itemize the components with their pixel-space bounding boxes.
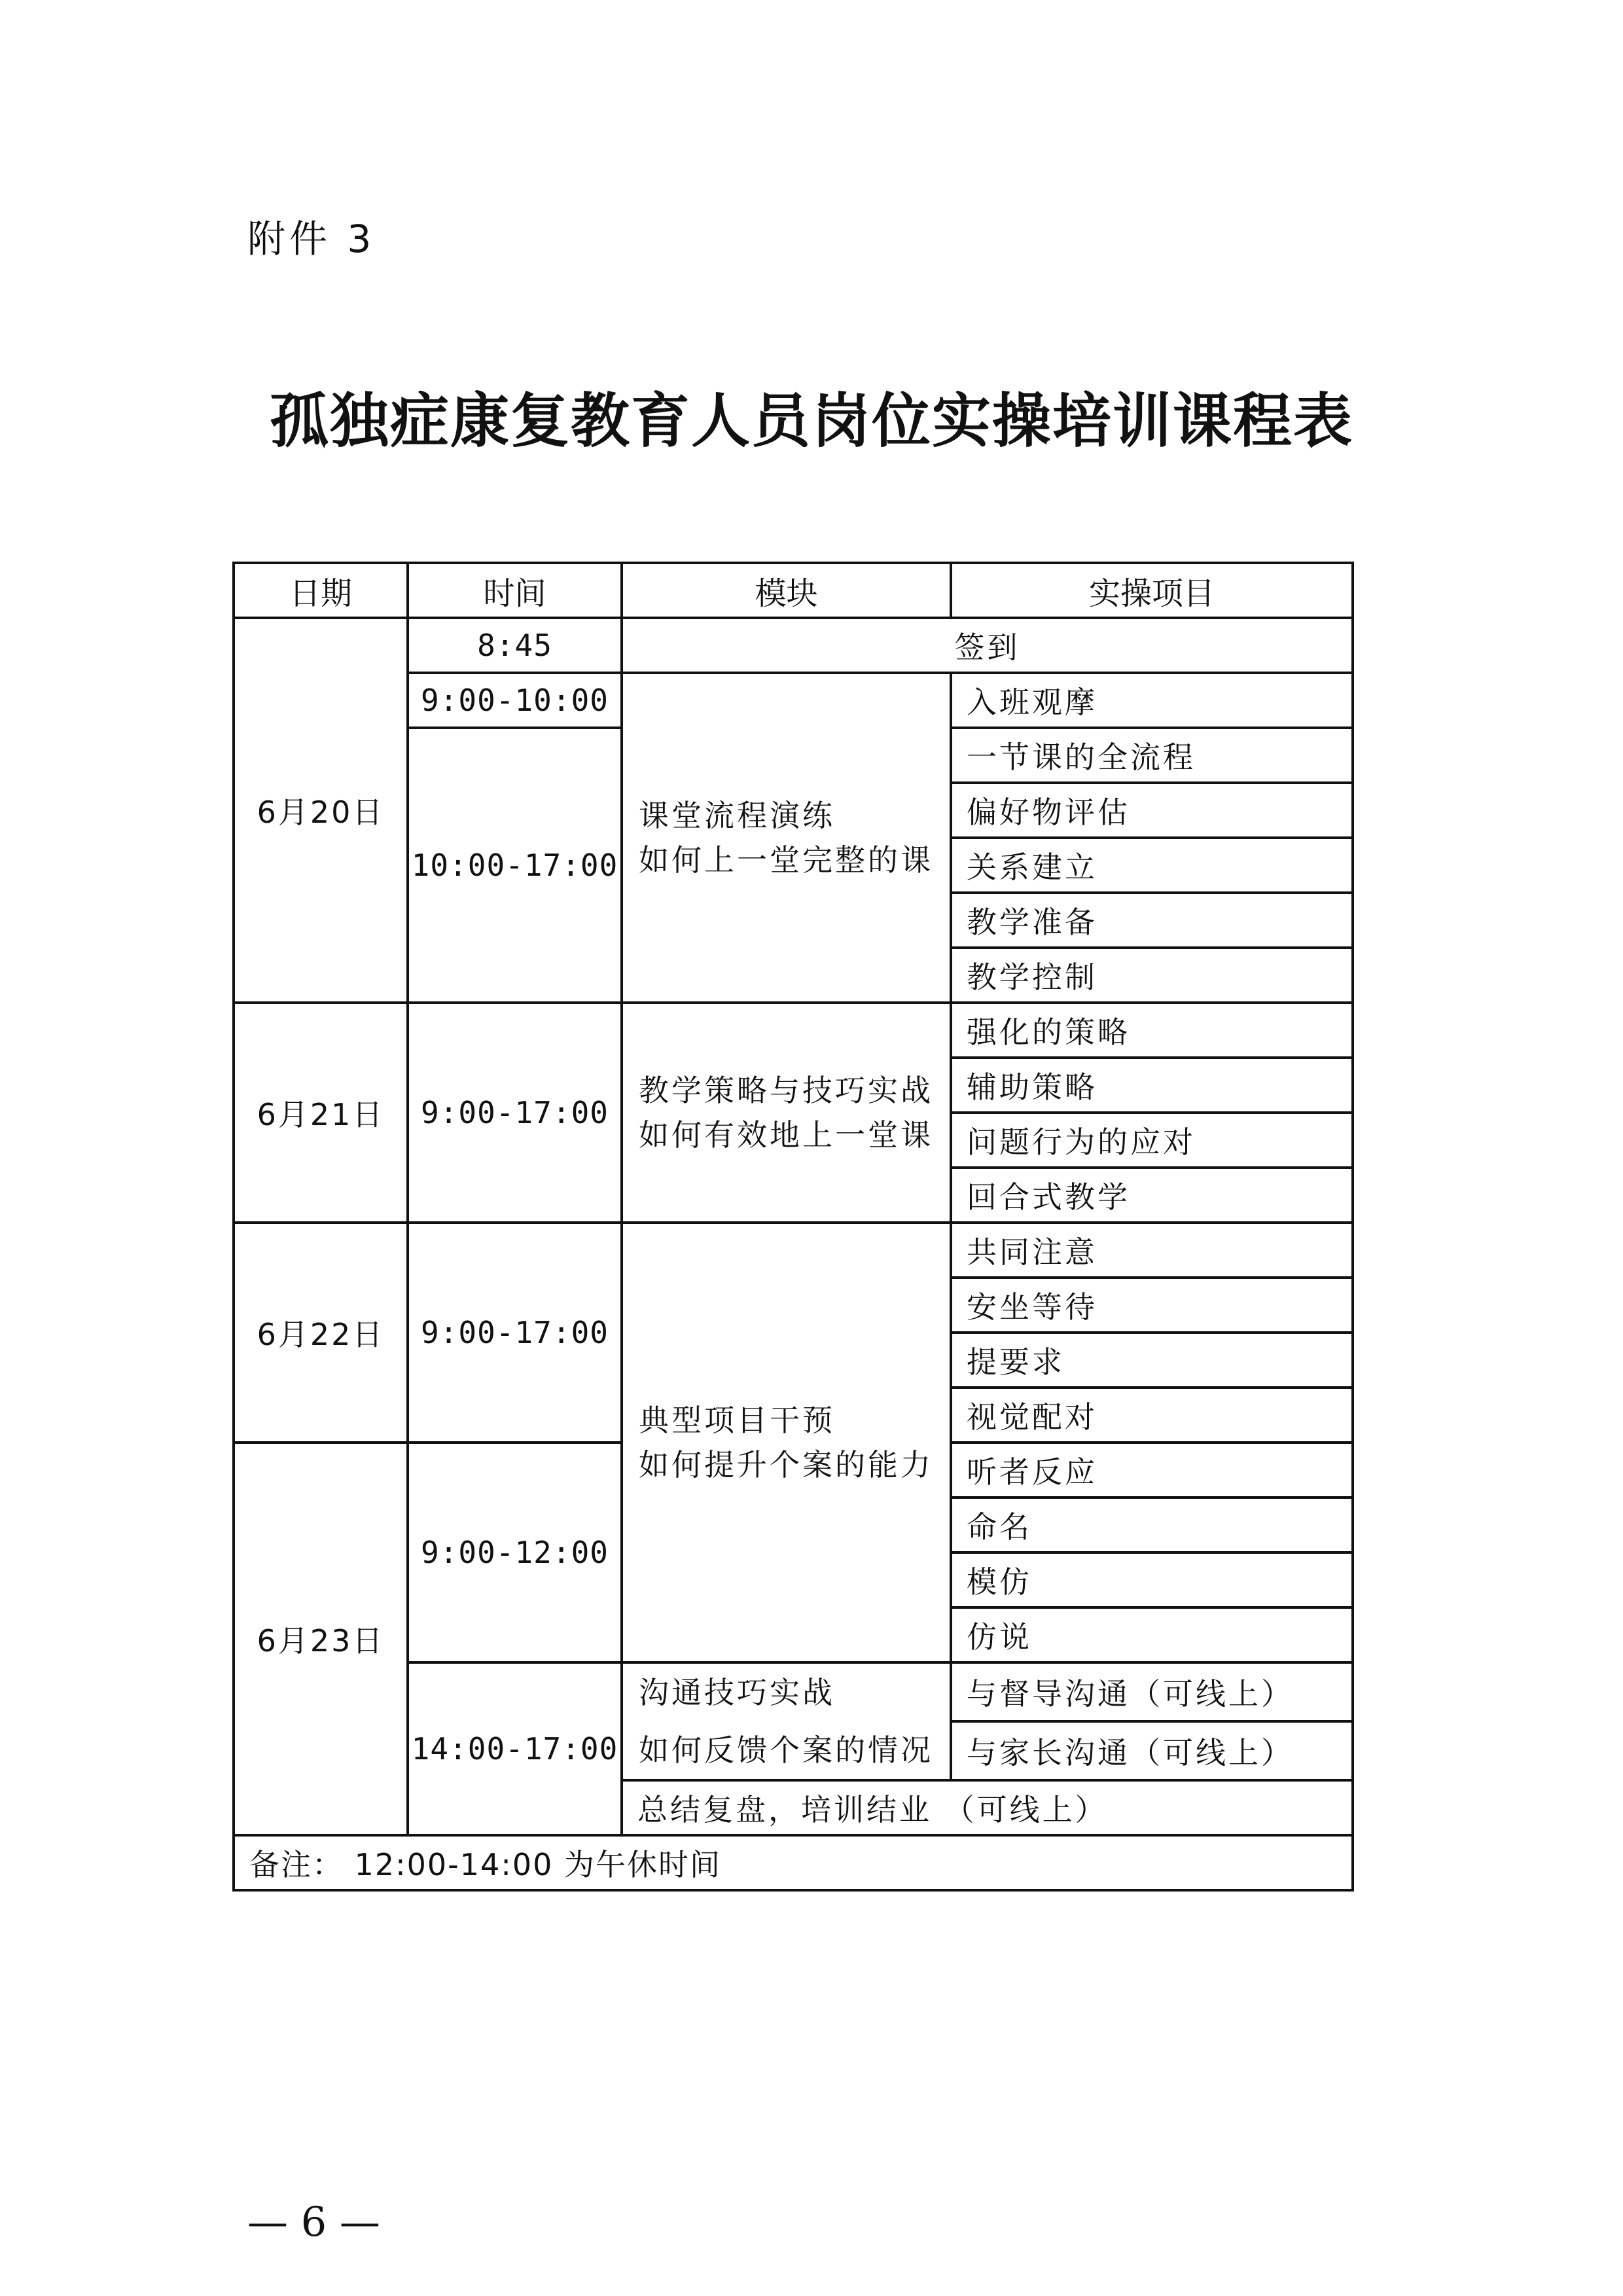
time-cell: 9:00-12:00: [408, 1443, 622, 1662]
time-cell: 10:00-17:00: [408, 728, 622, 1003]
module-subtitle: 如何反馈个案的情况: [639, 1732, 933, 1768]
page-title: 孤独症康复教育人员岗位实操培训课程表: [270, 386, 1353, 456]
item-cell: 教学控制: [951, 948, 1353, 1003]
item-cell: 一节课的全流程: [951, 728, 1353, 783]
time-cell: 9:00-17:00: [408, 1223, 622, 1443]
item-cell: 共同注意: [951, 1223, 1353, 1278]
item-cell: 与督导沟通（可线上）: [951, 1662, 1353, 1721]
item-cell: 仿说: [951, 1607, 1353, 1662]
date-cell: 6月23日: [234, 1443, 408, 1835]
module-title: 典型项目干预: [639, 1403, 835, 1438]
module-cell: [622, 673, 951, 1003]
date-cell: 6月21日: [234, 1003, 408, 1223]
module-cell: [622, 1223, 951, 1662]
header-item: 实操项目: [951, 563, 1353, 618]
module-cell: [622, 1662, 951, 1780]
header-row: [234, 563, 1353, 618]
module-subtitle: 如何上一堂完整的课: [639, 842, 933, 878]
item-cell: 回合式教学: [951, 1168, 1353, 1223]
table-row: [234, 618, 1353, 673]
note-row: [234, 1835, 1353, 1890]
page-number: — 6 —: [247, 2198, 380, 2246]
header-time: 时间: [408, 563, 622, 618]
item-cell: 视觉配对: [951, 1388, 1353, 1443]
date-cell: 6月22日: [234, 1223, 408, 1443]
item-cell: 与家长沟通（可线上）: [951, 1721, 1353, 1780]
item-cell: 安坐等待: [951, 1278, 1353, 1333]
module-cell: [622, 1003, 951, 1223]
item-cell: 辅助策略: [951, 1058, 1353, 1113]
item-cell: 听者反应: [951, 1443, 1353, 1498]
table-row: [234, 1003, 1353, 1058]
module-subtitle: 如何提升个案的能力: [639, 1447, 933, 1482]
time-cell: 14:00-17:00: [408, 1662, 622, 1835]
item-cell: 教学准备: [951, 893, 1353, 948]
module-title: 沟通技巧实战: [639, 1675, 835, 1710]
item-cell: 关系建立: [951, 838, 1353, 893]
item-cell: 强化的策略: [951, 1003, 1353, 1058]
item-cell: 提要求: [951, 1333, 1353, 1388]
time-cell: 8:45: [408, 618, 622, 673]
header-module: 模块: [622, 563, 951, 618]
item-cell: 问题行为的应对: [951, 1113, 1353, 1168]
note-cell: 备注： 12:00-14:00 为午休时间: [234, 1835, 1353, 1890]
module-title: 教学策略与技巧实战: [639, 1073, 933, 1108]
table-row: [234, 1223, 1353, 1278]
item-cell: 模仿: [951, 1552, 1353, 1607]
training-schedule-table: [232, 562, 1354, 1892]
time-cell: 9:00-17:00: [408, 1003, 622, 1223]
time-cell: 9:00-10:00: [408, 673, 622, 728]
header-date: 日期: [234, 563, 408, 618]
attachment-label: 附件 3: [247, 217, 376, 261]
module-subtitle: 如何有效地上一堂课: [639, 1117, 933, 1153]
item-cell: 命名: [951, 1498, 1353, 1552]
module-title: 课堂流程演练: [639, 798, 835, 833]
item-cell: 入班观摩: [951, 673, 1353, 728]
summary-cell: 总结复盘，培训结业 （可线上）: [622, 1780, 1353, 1835]
item-cell: 偏好物评估: [951, 783, 1353, 838]
date-cell: 6月20日: [234, 618, 408, 1003]
checkin-cell: 签到: [622, 618, 1353, 673]
